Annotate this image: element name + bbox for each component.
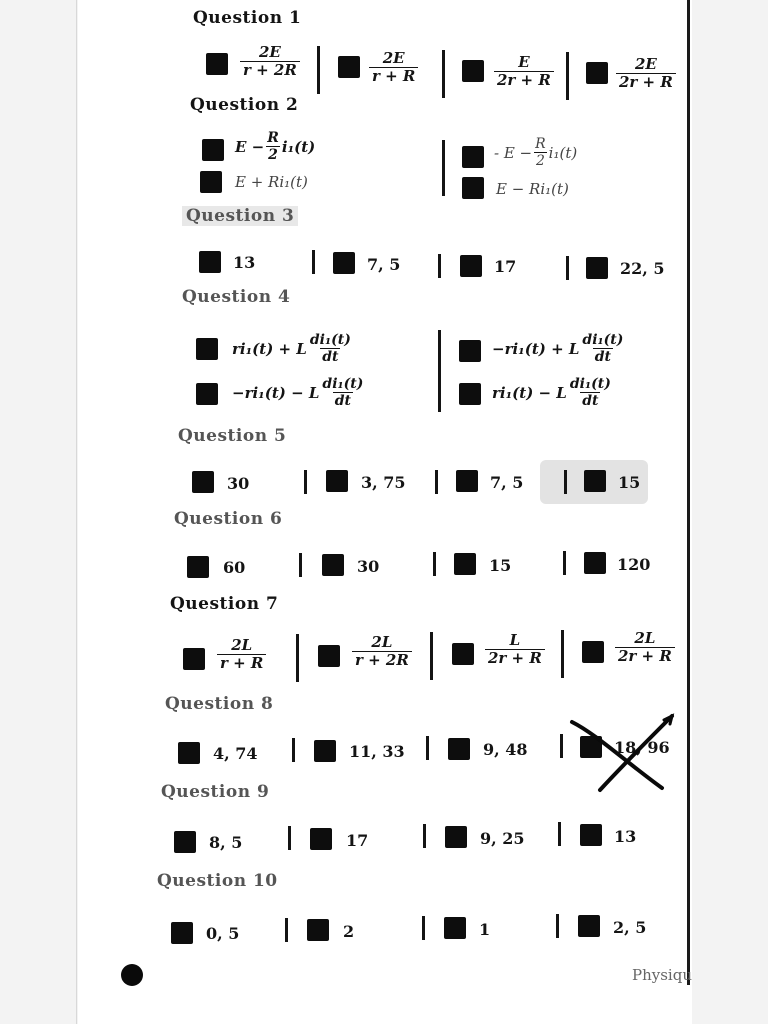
q5-option-a-value: 30 — [227, 474, 250, 493]
q7-option-b-checkbox[interactable] — [318, 645, 340, 667]
separator — [288, 826, 291, 850]
q7-option-d-formula: $\frac{2L}{2r + R}$ — [615, 630, 675, 665]
registration-dot-icon — [121, 964, 143, 986]
q4-option-b-formula: −ri₁(t) + L $\frac{\text{di₁(t)}}{dt}$ — [492, 332, 624, 365]
q1-option-c-formula: $\frac{E}{2r + R}$ — [494, 54, 554, 89]
q6-option-c-value: 15 — [489, 556, 512, 575]
separator — [304, 470, 307, 494]
q3-option-c-value: 17 — [494, 257, 517, 276]
q1-option-c-checkbox[interactable] — [462, 60, 484, 82]
separator — [556, 914, 559, 938]
q8-option-c-checkbox[interactable] — [448, 738, 470, 760]
q5-option-d-value: 15 — [618, 473, 641, 492]
q3-option-b-value: 7, 5 — [367, 255, 401, 274]
q7-option-a-checkbox[interactable] — [183, 648, 205, 670]
q4-option-c-formula: −ri₁(t) − L $\frac{\text{di₁(t)}}{dt}$ — [232, 376, 364, 409]
q7-option-d-checkbox[interactable] — [582, 641, 604, 663]
q9-option-a-value: 8, 5 — [209, 833, 243, 852]
q6-option-a-value: 60 — [223, 558, 246, 577]
q1-option-a-checkbox[interactable] — [206, 53, 228, 75]
q5-option-c-checkbox[interactable] — [456, 470, 478, 492]
separator — [560, 734, 563, 758]
separator — [299, 553, 302, 577]
question-8-title: Question 8 — [165, 694, 274, 714]
separator — [285, 918, 288, 942]
separator — [438, 254, 441, 278]
question-6-title: Question 6 — [174, 509, 283, 529]
q10-option-c-checkbox[interactable] — [444, 917, 466, 939]
q10-option-a-checkbox[interactable] — [171, 922, 193, 944]
q8-option-a-value: 4, 74 — [213, 744, 258, 763]
q5-option-d-checkbox[interactable] — [584, 470, 606, 492]
q9-option-c-checkbox[interactable] — [445, 826, 467, 848]
q2-option-a-formula: E − $\frac{R}{2}$ i₁(t) — [235, 130, 316, 163]
q8-option-a-checkbox[interactable] — [178, 742, 200, 764]
separator — [317, 46, 320, 94]
separator — [426, 736, 429, 760]
separator — [442, 50, 445, 98]
q2-option-d-formula: E − Ri₁(t) — [496, 180, 569, 198]
page-footer: Physiqu — [632, 966, 692, 984]
separator — [433, 552, 436, 576]
q2-option-c-checkbox[interactable] — [200, 171, 222, 193]
q3-option-b-checkbox[interactable] — [333, 252, 355, 274]
q1-option-d-formula: $\frac{2E}{2r + R}$ — [616, 56, 676, 91]
question-1-title: Question 1 — [193, 8, 302, 28]
q9-option-b-checkbox[interactable] — [310, 828, 332, 850]
page-edge-left — [76, 0, 77, 1024]
q10-option-b-checkbox[interactable] — [307, 919, 329, 941]
q3-option-c-checkbox[interactable] — [460, 255, 482, 277]
question-7-title: Question 7 — [170, 594, 279, 614]
question-3-title: Question 3 — [182, 206, 298, 226]
question-4-title: Question 4 — [182, 287, 291, 307]
q4-option-d-formula: ri₁(t) − L $\frac{\text{di₁(t)}}{dt}$ — [492, 376, 611, 409]
separator — [561, 630, 564, 678]
separator — [563, 551, 566, 575]
separator — [296, 634, 299, 682]
q5-option-a-checkbox[interactable] — [192, 471, 214, 493]
q6-option-a-checkbox[interactable] — [187, 556, 209, 578]
question-5-title: Question 5 — [178, 426, 287, 446]
q4-option-a-checkbox[interactable] — [196, 338, 218, 360]
q4-option-b-checkbox[interactable] — [459, 340, 481, 362]
q7-option-c-formula: $\frac{L}{2r + R}$ — [485, 632, 545, 667]
q4-option-c-checkbox[interactable] — [196, 383, 218, 405]
q4-option-a-formula: ri₁(t) + L $\frac{\text{di₁(t)}}{dt}$ — [232, 332, 351, 365]
separator — [564, 470, 567, 494]
q9-option-b-value: 17 — [346, 831, 369, 850]
q8-option-b-value: 11, 33 — [349, 742, 405, 761]
q1-option-a-formula: $\frac{2E}{r + 2R}$ — [240, 44, 300, 79]
q6-option-b-value: 30 — [357, 557, 380, 576]
separator — [430, 632, 433, 680]
q10-option-c-value: 1 — [479, 920, 491, 939]
q3-option-a-checkbox[interactable] — [199, 251, 221, 273]
q7-option-c-checkbox[interactable] — [452, 643, 474, 665]
q2-option-b-formula: - E − $\frac{R}{2}$ i₁(t) — [494, 136, 578, 169]
q5-option-c-value: 7, 5 — [490, 473, 524, 492]
q2-option-b-checkbox[interactable] — [462, 146, 484, 168]
q3-option-d-value: 22, 5 — [620, 259, 665, 278]
q8-option-d-value: 18, 96 — [614, 738, 670, 757]
separator — [435, 470, 438, 494]
separator — [312, 250, 315, 274]
cross-out-mark-icon — [566, 712, 678, 794]
q9-option-c-value: 9, 25 — [480, 829, 525, 848]
page-edge-right — [687, 0, 690, 985]
separator — [423, 824, 426, 848]
q6-option-b-checkbox[interactable] — [322, 554, 344, 576]
q1-option-b-checkbox[interactable] — [338, 56, 360, 78]
q9-option-a-checkbox[interactable] — [174, 831, 196, 853]
q10-option-d-checkbox[interactable] — [578, 915, 600, 937]
q1-option-d-checkbox[interactable] — [586, 62, 608, 84]
q9-option-d-value: 13 — [614, 827, 637, 846]
q4-option-d-checkbox[interactable] — [459, 383, 481, 405]
q9-option-d-checkbox[interactable] — [580, 824, 602, 846]
separator — [422, 916, 425, 940]
q3-option-d-checkbox[interactable] — [586, 257, 608, 279]
q10-option-b-value: 2 — [343, 922, 355, 941]
q6-option-d-checkbox[interactable] — [584, 552, 606, 574]
q10-option-d-value: 2, 5 — [613, 918, 647, 937]
q3-option-a-value: 13 — [233, 253, 256, 272]
q1-option-b-formula: $\frac{2E}{r + R}$ — [369, 50, 418, 85]
q6-option-c-checkbox[interactable] — [454, 553, 476, 575]
question-2-title: Question 2 — [190, 95, 299, 115]
q2-option-c-formula: E + Ri₁(t) — [235, 173, 308, 191]
q5-option-b-checkbox[interactable] — [326, 470, 348, 492]
separator — [292, 738, 295, 762]
q8-option-c-value: 9, 48 — [483, 740, 528, 759]
q5-option-b-value: 3, 75 — [361, 473, 406, 492]
q6-option-d-value: 120 — [617, 555, 651, 574]
separator — [442, 140, 445, 196]
question-10-title: Question 10 — [157, 871, 278, 891]
separator — [558, 822, 561, 846]
separator — [566, 52, 569, 100]
q2-option-a-checkbox[interactable] — [202, 139, 224, 161]
separator — [438, 330, 441, 412]
question-9-title: Question 9 — [161, 782, 270, 802]
q10-option-a-value: 0, 5 — [206, 924, 240, 943]
q7-option-b-formula: $\frac{2L}{r + 2R}$ — [352, 634, 412, 669]
q2-option-d-checkbox[interactable] — [462, 177, 484, 199]
q7-option-a-formula: $\frac{2L}{r + R}$ — [217, 637, 266, 672]
separator — [566, 256, 569, 280]
q8-option-b-checkbox[interactable] — [314, 740, 336, 762]
